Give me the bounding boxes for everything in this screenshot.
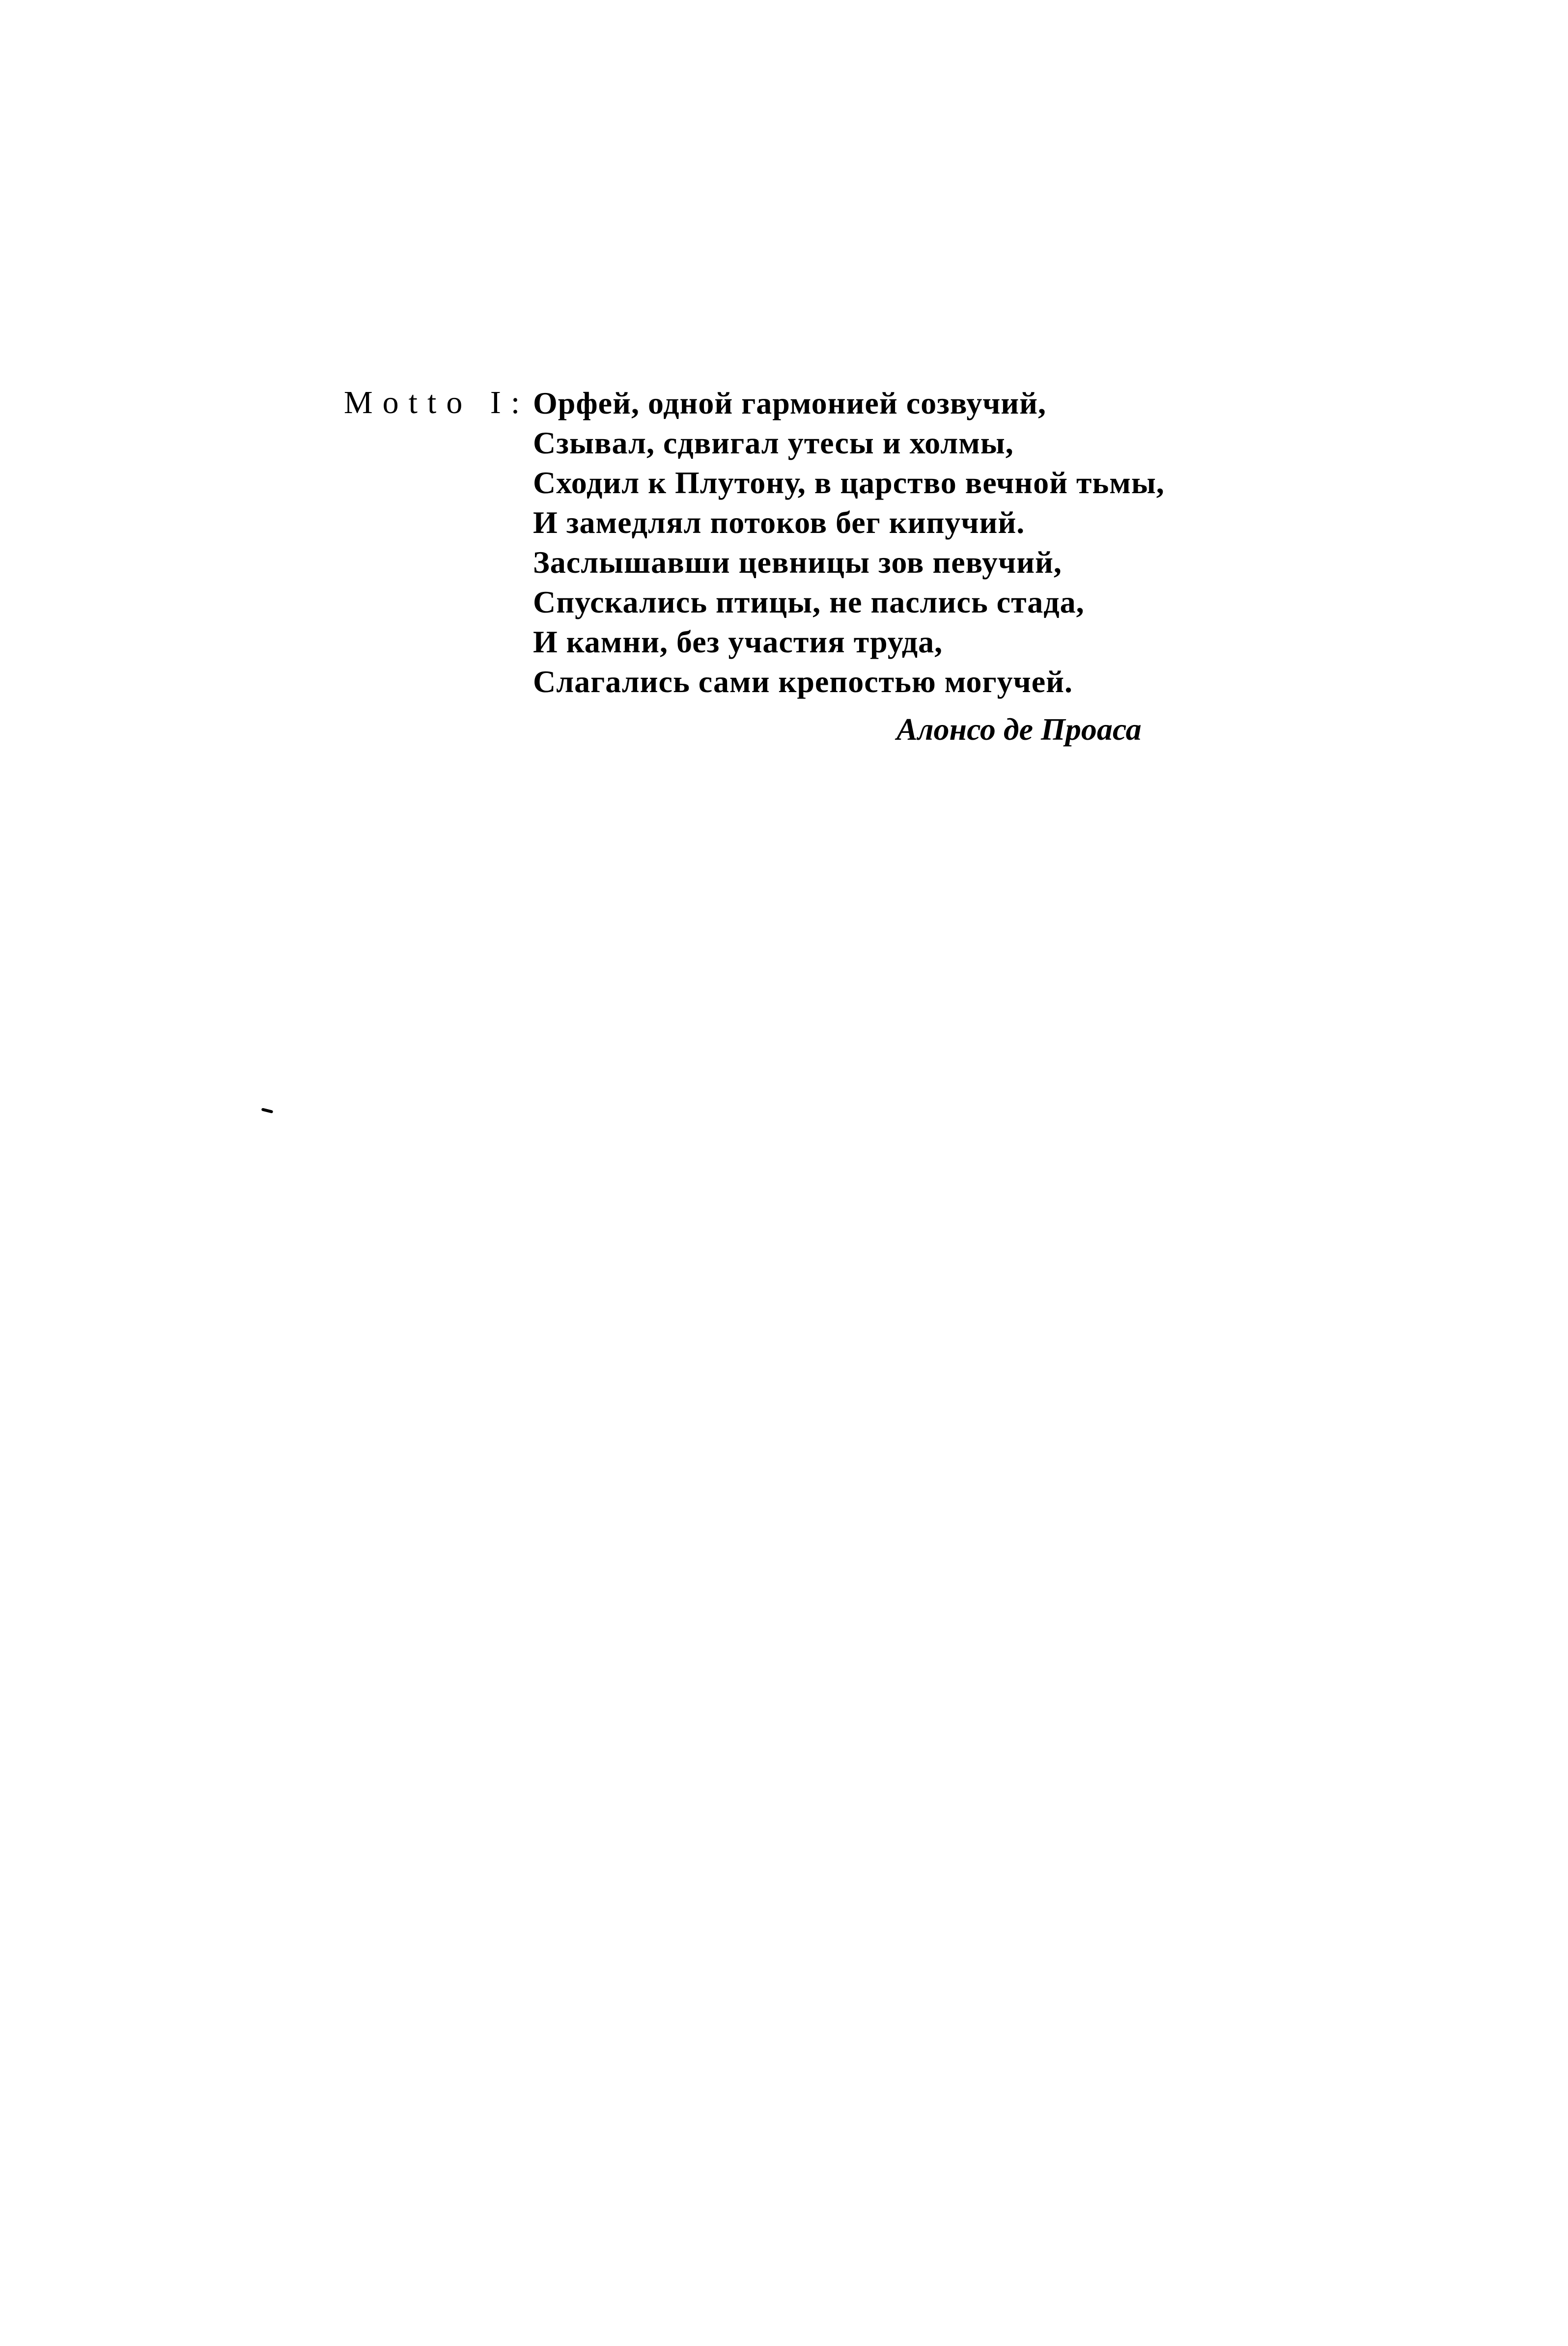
verse-line: Сходил к Плутону, в царство вечной тьмы, [533, 465, 1165, 500]
verse-line: Орфей, одной гармонией созвучий, [533, 386, 1047, 420]
stray-mark [261, 1108, 274, 1114]
verse-line: Заслышавши цевницы зов певучий, [533, 545, 1062, 580]
verse [533, 383, 1270, 701]
verse-line: Сзывал, сдвигал утесы и холмы, [533, 425, 1014, 460]
verse-line: И замедлял потоков бег кипучий. [533, 505, 1025, 540]
verse-line: И камни, без участия труда, [533, 624, 943, 659]
attribution: Алонсо де Проаса [896, 712, 1142, 747]
verse-line: Слагались сами крепостью могучей. [533, 664, 1073, 699]
verse-line: Спускались птицы, не паслись стада, [533, 585, 1085, 619]
motto-label: Motto I: [344, 385, 530, 420]
